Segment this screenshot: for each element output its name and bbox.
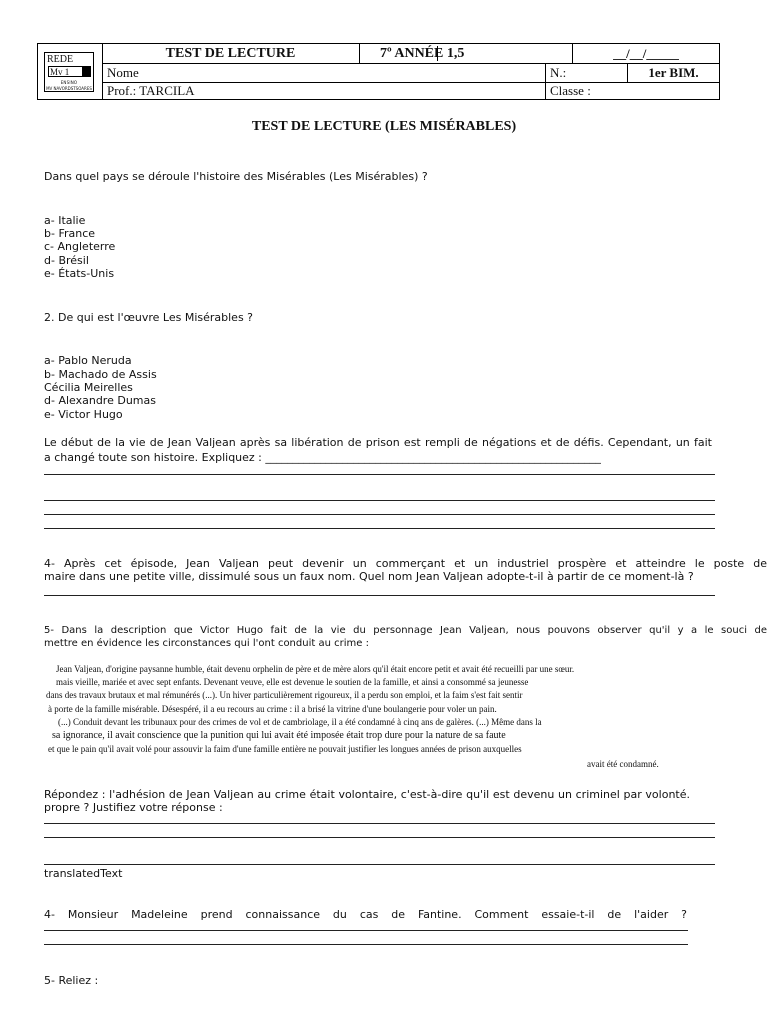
- class-label: Classe :: [550, 83, 591, 98]
- number-label: N.:: [550, 65, 567, 80]
- question-3-line-1: Le début de la vie de Jean Valjean après sa libération de prison est rempli de négations et de défis. Cependant, un fait: [44, 436, 712, 449]
- answer-line: [44, 837, 715, 838]
- quote-line: Jean Valjean, d'origine paysanne humble, était devenu orphelin de père et de mère alors qu'il était encore petit et avait été recueilli par une sœur.: [56, 664, 575, 674]
- logo-small-text-2: MV NAVORDSTSOARES: [46, 86, 92, 91]
- answer-line: [44, 595, 715, 596]
- q2-option-b: b- Machado de Assis: [44, 368, 157, 381]
- answer-line: [44, 823, 715, 824]
- q2-option-a: a- Pablo Neruda: [44, 354, 132, 367]
- q2-option-e: e- Victor Hugo: [44, 408, 123, 421]
- quote-line: à porte de la famille misérable. Désespéré, il a eu recours au crime : il a brisé la vitrine d'une boulangerie pour voler un pain.: [48, 704, 497, 714]
- q1-option-e: e- États-Unis: [44, 267, 115, 280]
- question-4-line-1: 4- Après cet épisode, Jean Valjean peut devenir un commerçant et un industriel prospère et atteindre le poste de: [44, 557, 767, 570]
- answer-line: [44, 474, 715, 475]
- question-7: 5- Reliez :: [44, 974, 99, 987]
- question-4-line-2: maire dans une petite ville, dissimulé sous un faux nom. Quel nom Jean Valjean adopte-t-il à partir de ce moment-là ?: [44, 570, 694, 583]
- quote-line: et que le pain qu'il avait volé pour assouvir la faim d'une famille entière ne pouvait justifier les longues années de prison auxquelles: [48, 744, 522, 754]
- q2-option-d: d- Alexandre Dumas: [44, 394, 156, 407]
- quote-line: mais vieille, mariée et avec sept enfants. Devenant veuve, elle est devenue le soutien de la famille, et ainsi a consommé sa jeunesse: [56, 677, 529, 687]
- name-label: Nome: [107, 65, 139, 80]
- date-field: __/__/_____: [613, 46, 679, 61]
- answer-line: [44, 944, 688, 945]
- logo-small-text: ENSINO: [60, 80, 78, 85]
- page-title: TEST DE LECTURE (LES MISÉRABLES): [251, 119, 517, 134]
- stray-text: translatedText: [44, 867, 123, 880]
- question-5-line-1: 5- Dans la description que Victor Hugo fait de la vie du personnage Jean Valjean, nous pouvons observer qu'il y a le souci de: [44, 625, 767, 636]
- quote-line: avait été condamné.: [587, 759, 659, 769]
- divider: [545, 63, 546, 82]
- question-3-line-2: a changé toute son histoire. Expliquez : _____________________________________________________________: [44, 451, 601, 464]
- question-6: 4- Monsieur Madeleine prend connaissance du cas de Fantine. Comment essaie-t-il de l'aider ?: [44, 908, 687, 921]
- header-row-3: [102, 82, 719, 99]
- quote-line: (...) Conduit devant les tribunaux pour des crimes de vol et de cambriolage, il a été condamné à cinq ans de galères. (...) Même dans la: [58, 717, 542, 727]
- q2-option-c: Cécilia Meirelles: [44, 381, 133, 394]
- header-row-2: [102, 63, 719, 83]
- header-table: [37, 43, 720, 100]
- question-1: Dans quel pays se déroule l'histoire des Misérables (Les Misérables) ?: [44, 170, 428, 183]
- answer-line: [44, 930, 688, 931]
- test-label: TEST DE LECTURE: [165, 46, 296, 61]
- prof-label: Prof.: TARCILA: [107, 83, 195, 98]
- q1-option-b: b- France: [44, 227, 96, 240]
- answer-line: [44, 864, 715, 865]
- bimester-label: 1er BIM.: [648, 65, 699, 80]
- quote-line: dans des travaux brutaux et mal rémunérés (...). Un hiver particulièrement rigoureux, il a perdu son emploi, et la faim s'est fait sentir: [46, 690, 523, 700]
- q1-option-d: d- Brésil: [44, 254, 89, 267]
- header-row-1: [102, 44, 719, 64]
- cursor-mark: [437, 46, 438, 61]
- quote-line: sa ignorance, il avait conscience que la punition qui lui avait été imposée était trop dure pour la nature de sa faute: [52, 730, 506, 741]
- q1-option-a: a- Italie: [44, 214, 86, 227]
- logo-bar: [82, 66, 91, 77]
- q5-answer-prompt-2: propre ? Justifiez votre réponse :: [44, 801, 223, 814]
- divider: [545, 82, 546, 99]
- logo-cell: [38, 44, 103, 99]
- grade-label: 7º ANNÉE 1,5: [380, 46, 465, 61]
- answer-line: [44, 528, 715, 529]
- q5-answer-prompt-1: Répondez : l'adhésion de Jean Valjean au crime était volontaire, c'est-à-dire qu'il est devenu un criminel par volonté.: [44, 788, 690, 801]
- logo-mid-text: Mv 1: [48, 66, 90, 77]
- school-logo: [44, 52, 94, 92]
- answer-line: [44, 514, 715, 515]
- question-2: 2. De qui est l'œuvre Les Misérables ?: [44, 311, 254, 324]
- question-5-line-2: mettre en évidence les circonstances qui l'ont conduit au crime :: [44, 638, 369, 649]
- answer-line: [44, 500, 715, 501]
- logo-top-text: REDE: [47, 54, 74, 65]
- q1-option-c: c- Angleterre: [44, 240, 116, 253]
